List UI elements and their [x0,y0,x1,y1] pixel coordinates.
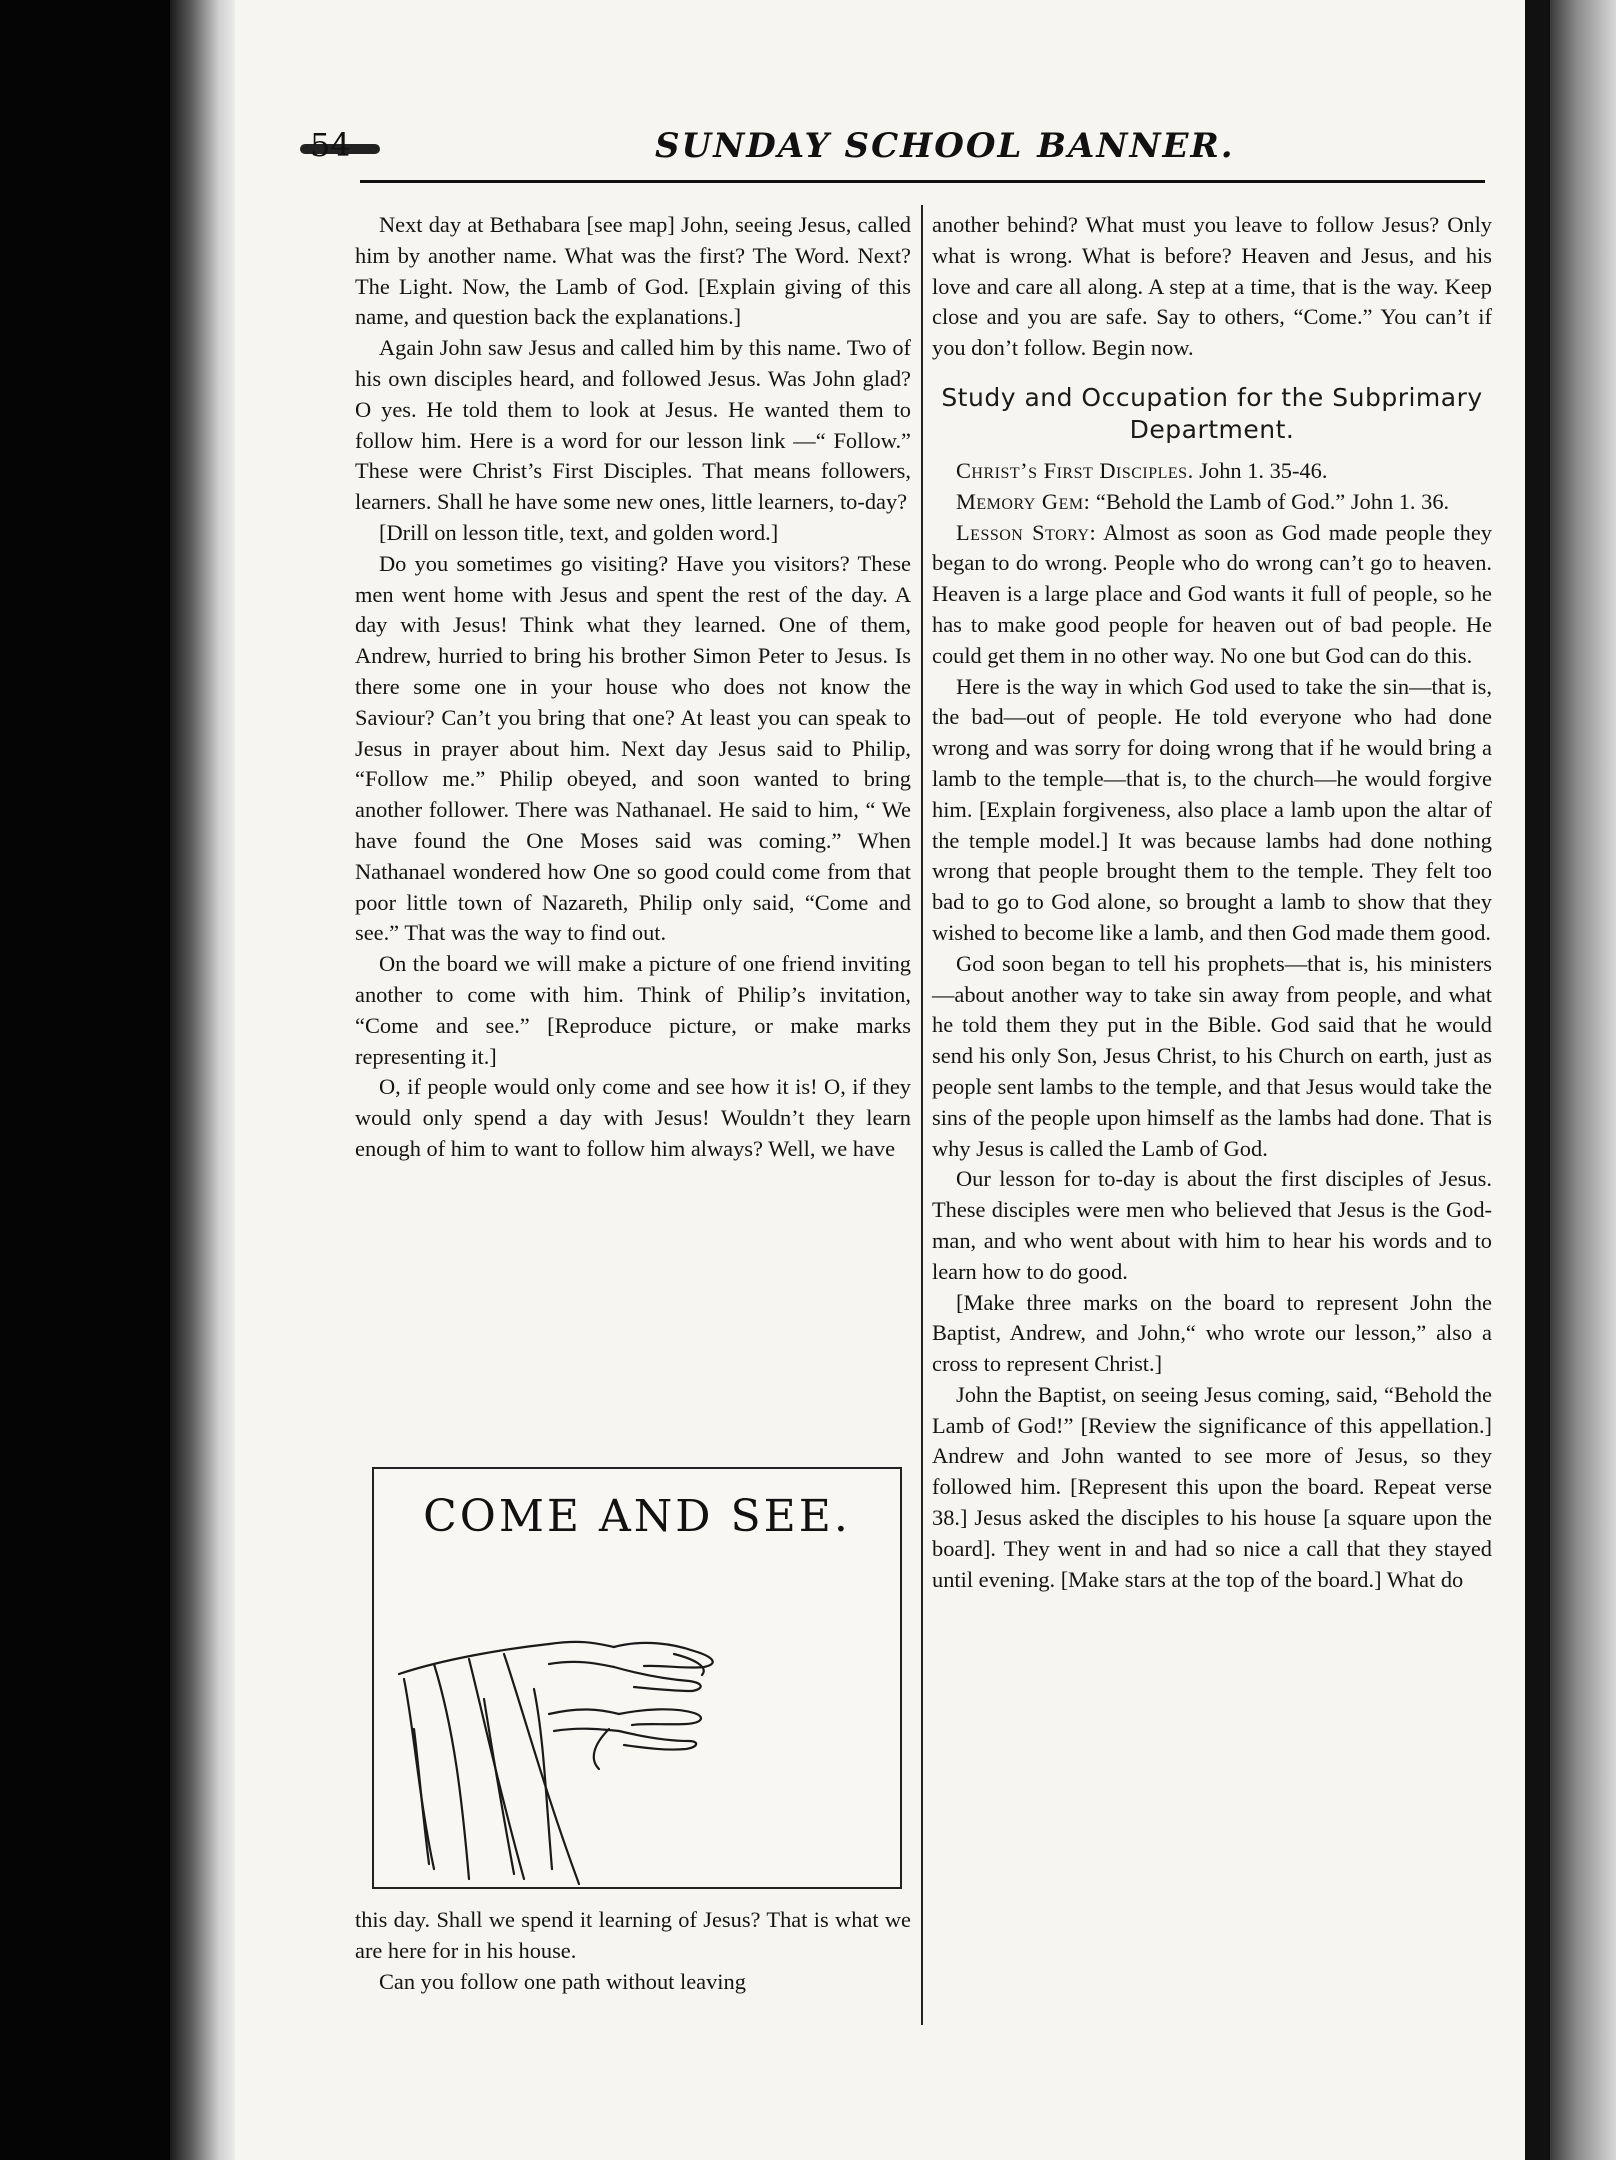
left-column [355,210,911,1165]
paragraph: Here is the way in which God used to take the sin—that is, the bad—out of people. He told everyone who had done wrong and was sorry for doing wrong that if he would bring a lamb to the temple—that is, to the church—he would forgive him. [Explain forgiveness, also place a lamb upon the altar of the temple model.] It was because lambs had done nothing wrong that people brought them to the temple. They felt too bad to go to God alone, so brought a lamb to show that they wished to become like a lamb, and then God made them good. [932,673,1492,945]
paragraph: On the board we will make a picture of one friend inviting another to come with him. Think of Philip’s invitation, “Come and see.” [Reproduce picture, or make marks representing it.] [355,951,911,1069]
paragraph: [Make three marks on the board to represent John the Baptist, Andrew, and John,“ who wrote our lesson,” also a cross to represent Christ.] [932,1289,1492,1377]
lesson-title-reference: John 1. 35-46. [1199,457,1328,483]
paragraph: Can you follow one path without leaving [379,1968,746,1994]
page-binding-edge [170,0,240,2160]
paragraph: Again John saw Jesus and called him by this name. Two of his own disciples heard, and followed Jesus. Was John glad? O yes. He told them to look at Jesus. He wanted them to follow him. Here is a word for our lesson link —“ Follow.” These were Christ’s First Disciples. That means followers, learners. Shall he have some new ones, little learners, to-day? [355,335,911,515]
memory-gem-label: Memory Gem: [956,488,1091,514]
scan-right-margin [1550,0,1616,2160]
paragraph: [Drill on lesson title, text, and golden word.] [379,519,779,545]
section-heading: Study and Occupation for the Subprimary Department. [941,382,1483,444]
outstretched-hands-drawing [374,1469,900,1887]
memory-gem-line [932,487,1492,518]
column-divider [921,205,923,2025]
paragraph: this day. Shall we spend it learning of Jesus? That is what we are here for in his house. [355,1907,911,1963]
paragraph: Next day at Bethabara [see map] John, seeing Jesus, called him by another name. What was the first? The Word. Next? The Light. Now, the Lamb of God. [Explain giving of this name, and question back the explanations.] [355,212,911,330]
paragraph: Our lesson for to-day is about the first disciples of Jesus. These disciples were men who believed that Jesus is the God-man, and who went about with him to hear his words and to learn how to do good. [932,1166,1492,1284]
paragraph: Do you sometimes go visiting? Have you visitors? These men went home with Jesus and spent the rest of the day. A day with Jesus! Think what they learned. One of them, Andrew, hurried to bring his brother Simon Peter to Jesus. Is there some one in your house who does not know the Saviour? Can’t you bring that one? At least you can speak to Jesus in prayer about him. Next day Jesus said to Philip, “Follow me.” Philip obeyed, and soon wanted to bring another follower. There was Nathanael. He said to him, “ We have found the One Moses said was coming.” When Nathanael wondered how One so good could come from that poor little town of Nazareth, Philip only said, “Come and see.” That was the way to find out. [355,550,911,946]
page-header [310,120,1480,180]
scan-left-margin [0,0,175,2160]
come-and-see-illustration [372,1467,902,1889]
lesson-story-text: Almost as soon as God made people they began to do wrong. People who do wrong can’t go to heaven. Heaven is a large place and God wants it full of people, so he has to make good people for heaven out of bad people. He could get them in no other way. No one but God can do this. [932,519,1492,668]
paragraph: another behind? What must you leave to follow Jesus? Only what is wrong. What is before? Heaven and Jesus, and his love and care all along. A step at a time, that is the way. Keep close and you are safe. Say to others, “Come.” You can’t if you don’t follow. Begin now. [932,212,1492,361]
header-rule [360,180,1485,183]
right-column [932,210,1492,1595]
lesson-story-line [932,518,1492,672]
left-column-continuation [355,1905,911,1997]
paragraph: O, if people would only come and see how it is! O, if they would only spend a day with Jesus! Wouldn’t they learn enough of him to want to follow him always? Well, we have [355,1074,911,1161]
lesson-title-line [932,456,1492,487]
lesson-title-label: Christ’s First Disciples. [956,457,1194,483]
illustration-caption: COME AND SEE. [423,1491,851,1542]
paragraph: John the Baptist, on seeing Jesus coming, said, “Behold the Lamb of God!” [Review the significance of this appellation.] Andrew and John wanted to see more of Jesus, so they followed him. [Represent this upon the board. Repeat verse 38.] Jesus asked the disciples to his house [a square upon the board]. They went in and had so nice a call that they stayed until evening. [Make stars at the top of the board.] What do [932,1381,1492,1592]
memory-gem-text: “Behold the Lamb of God.” John 1. 36. [1095,488,1450,514]
running-title: SUNDAY SCHOOL BANNER. [655,126,1235,166]
lesson-story-label: Lesson Story: [956,519,1097,545]
page-number: 54 [310,126,351,164]
paragraph: God soon began to tell his prophets—that is, his ministers—about another way to take sin away from people, and what he told them they put in the Bible. God said that he would send his only Son, Jesus Christ, to his Church on earth, just as people sent lambs to the temple, and that Jesus would take the sins of the people upon himself as the lambs had done. That is why Jesus is called the Lamb of God. [932,950,1492,1161]
